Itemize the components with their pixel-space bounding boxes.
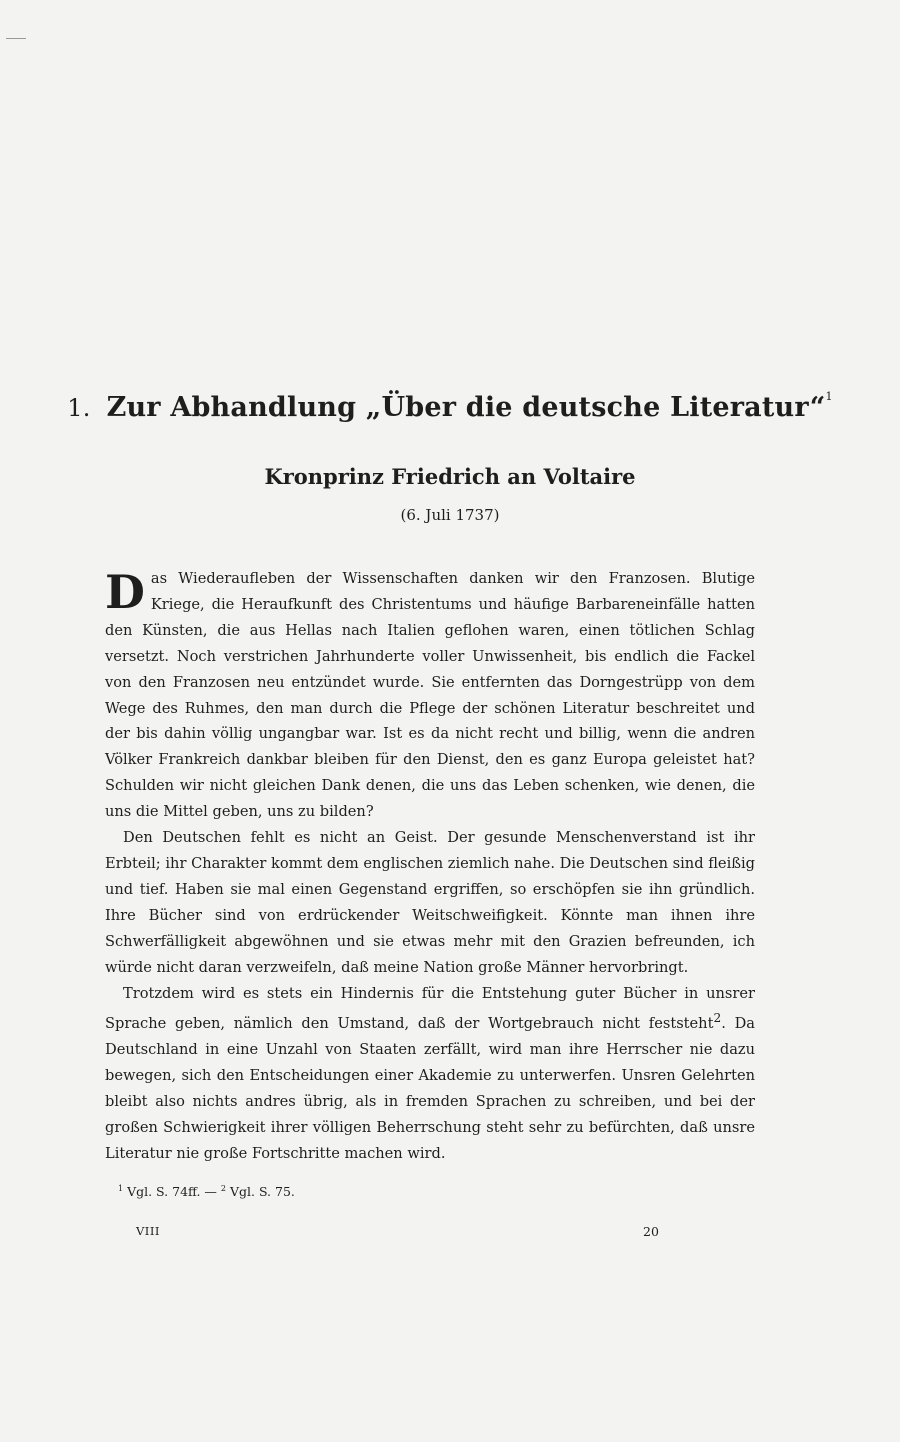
body-text xyxy=(105,566,755,1167)
heading-footnote-mark: 1 xyxy=(825,390,833,403)
printer-signature: VIII xyxy=(136,1224,160,1238)
paragraph-2: Den Deutschen fehlt es nicht an Geist. Der gesunde Menschenverstand ist ihr Erbteil; ihr Charakter kommt dem englischen ziemlich nahe. Die Deutschen sind fleißig und tief. Haben sie mal einen Gegenstand ergriffen, so erschöpfen sie ihn gründlich. Ihre Bücher sind von erdrückender Weitschweifigkeit. Könnte man ihnen ihre Schwerfälligkeit abgewöhnen und sie etwas mehr mit den Grazien befreunden, ich würde nicht daran verzweifeln, daß meine Nation große Männer hervorbringt. xyxy=(105,829,755,976)
footnote-1-mark: 1 xyxy=(118,1184,124,1193)
paragraph-3 xyxy=(105,981,755,1167)
footnote-2-text: Vgl. S. 75. xyxy=(229,1184,295,1200)
letter-date: (6. Juli 1737) xyxy=(400,506,500,524)
letter-title: Kronprinz Friedrich an Voltaire xyxy=(264,464,636,489)
paragraph-1-text: as Wiederaufleben der Wissenschaften danken wir den Franzosen. Blutige Kriege, die Heraufkunft des Christentums und häufige Barbareneinfälle hatten den Künsten, die aus Hellas nach Italien geflohen waren, einen tötlichen Schlag versetzt. Noch verstrichen Jahrhunderte voller Unwissenheit, bis endlich die Fackel von den Franzosen neu entzündet wurde. Sie entfernten das Dorngestrüpp von dem Wege des Ruhmes, den man durch die Pflege der schönen Literatur beschreitet und der bis dahin völlig ungangbar war. Ist es da nicht recht und billig, wenn die andren Völker Frankreich dankbar bleiben für den Dienst, den es ganz Europa geleistet hat? Schulden wir nicht gleichen Dank denen, die uns das Leben schenken, wie denen, die uns die Mittel geben, uns zu bilden? xyxy=(105,570,755,821)
footnote-mark-2: 2 xyxy=(713,1011,722,1026)
paragraph-3-text-b: . Da Deutschland in eine Unzahl von Staaten zerfällt, wird man ihre Herrscher nie dazu bewegen, sich den Entscheidungen einer Akademie zu unterwerfen. Unsren Gelehrten bleibt also nichts andres übrig, als in fremden Sprachen zu schreiben, und bei der großen Schwierigkeit ihrer völligen Beherrschung steht sehr zu befürchten, daß unsre Literatur nie große Fortschritte machen wird. xyxy=(105,1015,755,1162)
footnote-2-mark: 2 xyxy=(220,1184,226,1193)
footnotes xyxy=(118,1184,295,1199)
paragraph-3-text-a: Trotzdem wird es stets ein Hindernis für die Entstehung guter Bücher in unsrer Sprache geben, nämlich den Umstand, daß der Wortgebrauch nicht feststeht xyxy=(105,984,755,1033)
chapter-number: 1. xyxy=(67,394,91,422)
drop-cap: D xyxy=(105,565,145,619)
corner-mark xyxy=(6,38,26,39)
page-number: 20 xyxy=(643,1224,659,1239)
footnote-1-text: Vgl. S. 74ff. — xyxy=(127,1184,221,1200)
paragraph-1 xyxy=(105,566,755,825)
chapter-heading xyxy=(0,392,900,423)
chapter-title: Zur Abhandlung „Über die deutsche Literatur“ xyxy=(106,392,826,423)
